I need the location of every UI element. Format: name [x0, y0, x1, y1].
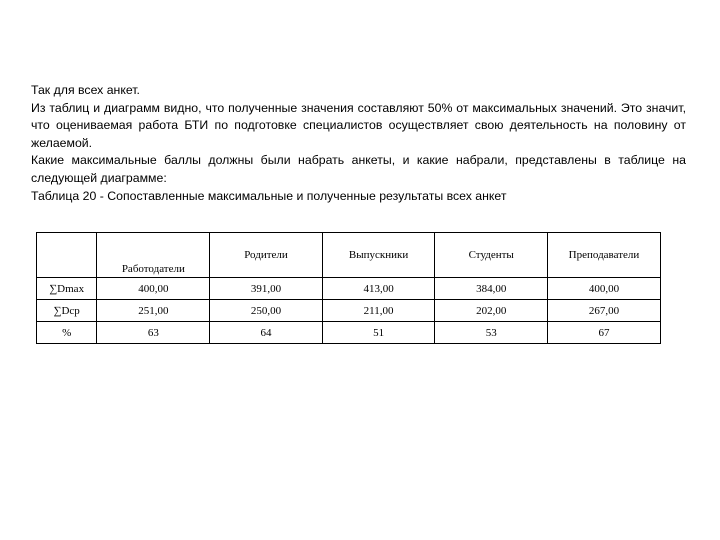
document-text: [31, 82, 686, 205]
header-students: Студенты: [435, 233, 547, 278]
header-teachers: Преподаватели: [547, 233, 660, 278]
table-row-percent: [37, 322, 661, 344]
cell-dmax-graduates: 413,00: [322, 278, 435, 300]
cell-dmax-employers: 400,00: [97, 278, 210, 300]
cell-dcp-parents: 250,00: [210, 300, 322, 322]
cell-percent-employers: 63: [97, 322, 210, 344]
cell-dmax-teachers: 400,00: [547, 278, 660, 300]
cell-dcp-graduates: 211,00: [322, 300, 435, 322]
table-row-dmax: [37, 278, 661, 300]
cell-percent-parents: 64: [210, 322, 322, 344]
row-label-dcp: ∑Dcp: [37, 300, 97, 322]
row-label-percent: %: [37, 322, 97, 344]
results-table: [36, 232, 661, 344]
cell-dcp-students: 202,00: [435, 300, 547, 322]
header-corner-cell: [37, 233, 97, 278]
header-employers: Работодатели: [97, 233, 210, 278]
cell-dmax-parents: 391,00: [210, 278, 322, 300]
cell-percent-teachers: 67: [547, 322, 660, 344]
cell-percent-graduates: 51: [322, 322, 435, 344]
paragraph-intro: Так для всех анкет.: [31, 83, 140, 97]
table-caption: Таблица 20 - Сопоставленные максимальные и полученные результаты всех анкет: [31, 188, 507, 203]
table-row-dcp: [37, 300, 661, 322]
header-graduates: Выпускники: [322, 233, 435, 278]
paragraph-analysis: Из таблиц и диаграмм видно, что полученные значения составляют 50% от максимальных значений. Это значит, что оцениваемая работа БТИ по подготовке специалистов осуществляет свою деятельность на половину от желаемой.: [31, 100, 686, 150]
paragraph-question: Какие максимальные баллы должны были набрать анкеты, и какие набрали, представлены в таблице на следующей диаграмме:: [31, 153, 686, 185]
cell-dcp-teachers: 267,00: [547, 300, 660, 322]
table-header-row: [37, 233, 661, 278]
row-label-dmax: ∑Dmax: [37, 278, 97, 300]
cell-dcp-employers: 251,00: [97, 300, 210, 322]
cell-dmax-students: 384,00: [435, 278, 547, 300]
cell-percent-students: 53: [435, 322, 547, 344]
header-parents: Родители: [210, 233, 322, 278]
